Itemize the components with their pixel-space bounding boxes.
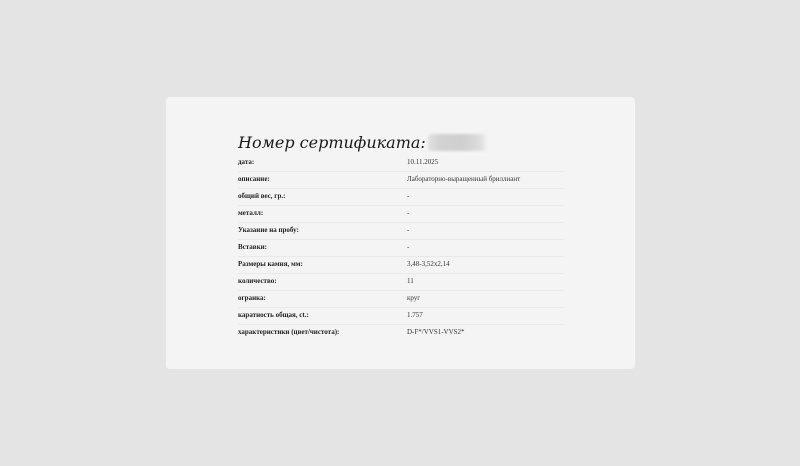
field-label: каратность общая, ct.: <box>238 311 309 319</box>
field-row-inserts <box>238 240 564 257</box>
certificate-title: Номер сертификата: <box>238 132 426 152</box>
field-label: характеристики (цвет/чистота): <box>238 328 340 336</box>
field-row-characteristics <box>238 325 564 341</box>
field-value: 1.757 <box>407 311 423 319</box>
field-value: - <box>407 243 410 251</box>
field-row-total-weight <box>238 189 564 206</box>
field-value: - <box>407 209 410 217</box>
field-value: D-F*/VVS1-VVS2* <box>407 328 465 336</box>
field-label: общий вес, гр.: <box>238 192 286 200</box>
field-value: 11 <box>407 277 414 285</box>
field-row-description <box>238 172 564 189</box>
field-row-metal <box>238 206 564 223</box>
certificate-title-row <box>238 130 486 154</box>
field-row-cut <box>238 291 564 308</box>
certificate-card <box>166 97 635 369</box>
field-value: круг <box>407 294 421 302</box>
field-row-stone-size <box>238 257 564 274</box>
field-row-date <box>238 155 564 172</box>
field-label: Размеры камня, мм: <box>238 260 303 268</box>
certificate-number-redacted <box>428 134 486 151</box>
field-label: Указание на пробу: <box>238 226 299 234</box>
field-value: - <box>407 226 410 234</box>
field-label: дата: <box>238 158 255 166</box>
field-label: металл: <box>238 209 264 217</box>
field-value: 3,48-3,52x2,14 <box>407 260 450 268</box>
field-value: 10.11.2025 <box>407 158 439 166</box>
field-label: количество: <box>238 277 277 285</box>
field-label: описание: <box>238 175 270 183</box>
field-label: Вставки: <box>238 243 267 251</box>
certificate-fields <box>238 155 564 341</box>
field-row-hallmark <box>238 223 564 240</box>
field-row-total-carat <box>238 308 564 325</box>
field-value: - <box>407 192 410 200</box>
field-label: огранка: <box>238 294 266 302</box>
field-value: Лабораторно-выращенный бриллиант <box>407 175 521 183</box>
field-row-quantity <box>238 274 564 291</box>
